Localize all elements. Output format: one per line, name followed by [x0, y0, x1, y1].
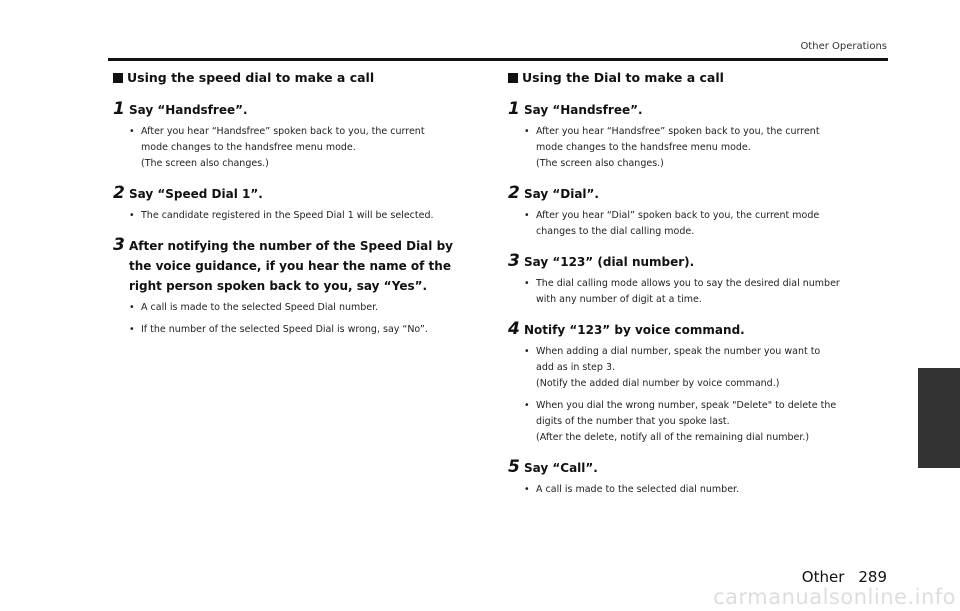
step: [508, 252, 893, 308]
list-item: • After you hear “Handsfree” spoken back to you, the current mode changes to the handsfree menu mode. (The screen also changes.): [129, 126, 425, 169]
list-item: • The candidate registered in the Speed Dial 1 will be selected.: [129, 210, 434, 221]
step: [508, 320, 893, 446]
square-bullet-icon: [508, 73, 518, 83]
list-item: • The dial calling mode allows you to say the desired dial number with any number of digit at a time.: [524, 278, 840, 305]
step-number: 3: [508, 251, 520, 271]
step-text: Say “Handsfree”.: [129, 103, 248, 117]
step-text: Say “Speed Dial 1”.: [129, 187, 263, 201]
page-number: 289: [858, 568, 887, 586]
step-number: 1: [113, 99, 125, 119]
list-item: • If the number of the selected Speed Dial is wrong, say “No”.: [129, 324, 428, 335]
right-column: [508, 68, 893, 504]
square-bullet-icon: [113, 73, 123, 83]
list-item: • When adding a dial number, speak the number you want to add as in step 3. (Notify the added dial number by voice command.): [524, 346, 821, 389]
step-number: 2: [113, 183, 125, 203]
page-footer: [802, 568, 887, 586]
step-text: Say “123” (dial number).: [524, 255, 695, 269]
left-column: [113, 68, 468, 344]
watermark: carmanualsonline.info: [713, 585, 956, 609]
list-item: • When you dial the wrong number, speak "Delete" to delete the digits of the number that you spoke last. (After the delete, notify all of the remaining dial number.): [524, 400, 837, 443]
section-title-speed-dial: Using the speed dial to make a call: [113, 68, 468, 88]
step: [508, 100, 893, 172]
list-item: • A call is made to the selected dial number.: [524, 484, 740, 495]
step-number: 2: [508, 183, 520, 203]
footer-section-name: Other: [801, 568, 845, 586]
section-title-dial: Using the Dial to make a call: [508, 68, 893, 88]
section-thumb-tab: [918, 368, 960, 468]
step-text: Notify “123” by voice command.: [524, 323, 745, 337]
step-text: Say “Handsfree”.: [524, 103, 643, 117]
header-rule: [108, 58, 888, 61]
step-text: After notifying the number of the Speed Dial by the voice guidance, if you hear the name of the right person spoken back to you, say “Yes”.: [129, 239, 453, 293]
step: [113, 236, 468, 338]
step-number: 1: [508, 99, 520, 119]
step: [508, 458, 893, 498]
running-header: Other Operations: [800, 41, 887, 52]
list-item: • After you hear “Dial” spoken back to you, the current mode changes to the dial calling mode.: [524, 210, 820, 237]
step: [508, 184, 893, 240]
step: [113, 184, 468, 224]
step: [113, 100, 468, 172]
list-item: • A call is made to the selected Speed Dial number.: [129, 302, 379, 313]
step-number: 5: [508, 457, 520, 477]
step-text: Say “Dial”.: [524, 187, 599, 201]
list-item: • After you hear “Handsfree” spoken back to you, the current mode changes to the handsfree menu mode. (The screen also changes.): [524, 126, 820, 169]
step-text: Say “Call”.: [524, 461, 598, 475]
step-number: 3: [113, 235, 125, 255]
step-number: 4: [508, 319, 520, 339]
